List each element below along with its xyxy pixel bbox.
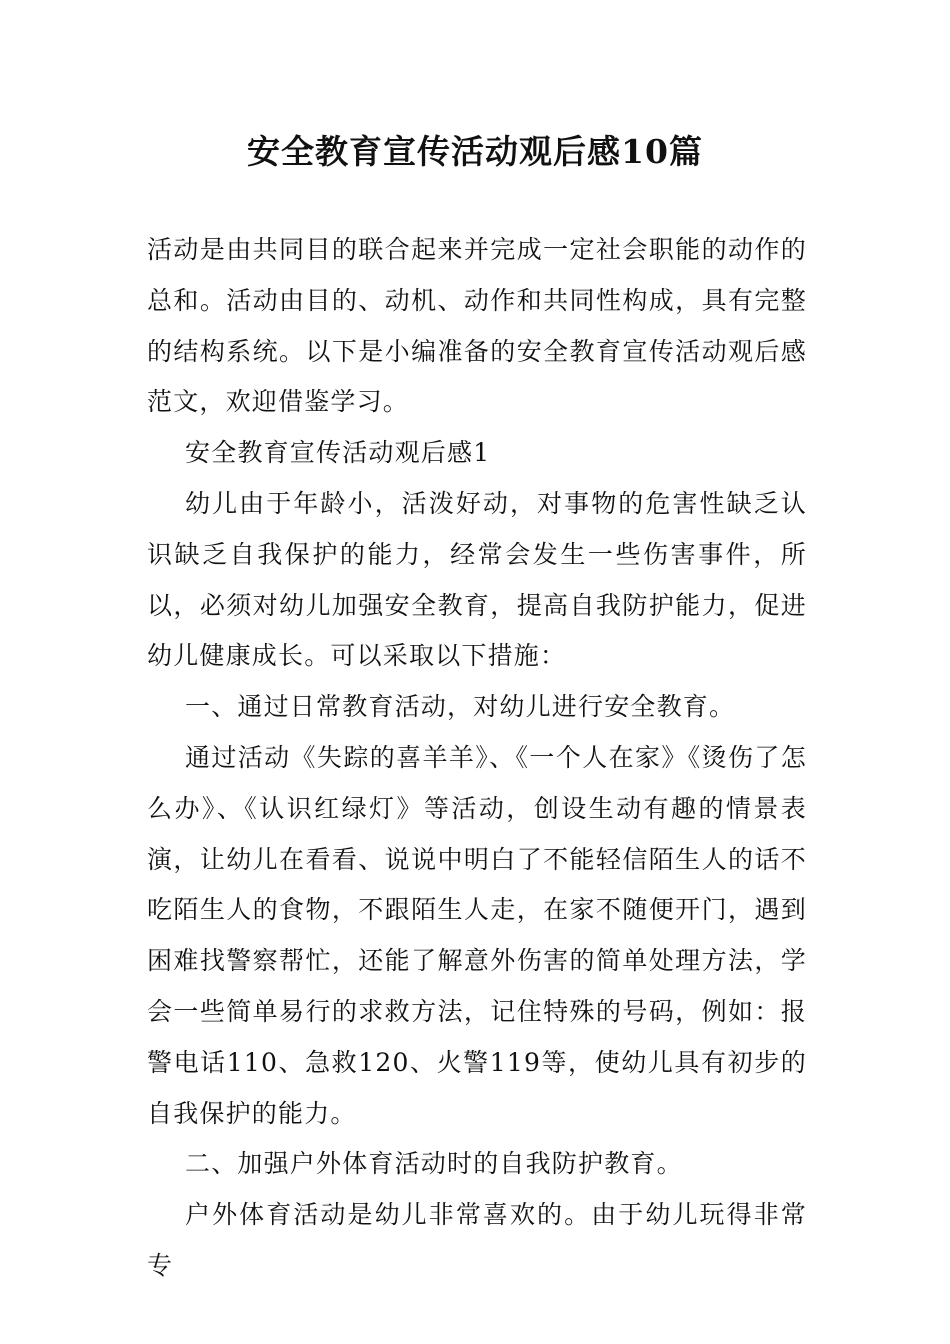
body-paragraph: 幼儿由于年龄小，活泼好动，对事物的危害性缺乏认识缺乏自我保护的能力，经常会发生一些伤害事件，所以，必须对幼儿加强安全教育，提高自我防护能力，促进幼儿健康成长。可以采取以下措施：: [147, 488, 807, 671]
subsection-heading-2: 二、加强户外体育活动时的自我防护教育。: [185, 1149, 683, 1179]
document-title: 安全教育宣传活动观后感10篇: [247, 132, 703, 171]
body-paragraph: 户外体育活动是幼儿非常喜欢的。由于幼儿玩得非常专: [147, 1200, 807, 1280]
document-body: [147, 225, 807, 1292]
subsection-heading-1: 一、通过日常教育活动，对幼儿进行安全教育。: [185, 692, 736, 722]
body-paragraph: 通过活动《失踪的喜羊羊》、《一个人在家》《烫伤了怎么办》、《认识红绿灯》等活动，创设生动有趣的情景表演，让幼儿在看看、说说中明白了不能轻信陌生人的话不吃陌生人的食物，不跟陌生人走，在家不随便开门，遇到困难找警察帮忙，还能了解意外伤害的简单处理方法，学会一些简单易行的求救方法，记住特殊的号码，例如：报警电话110、急救120、火警119等，使幼儿具有初步的自我保护的能力。: [147, 742, 807, 1128]
intro-paragraph: 活动是由共同目的联合起来并完成一定社会职能的动作的总和。活动由目的、动机、动作和共同性构成，具有完整的结构系统。以下是小编准备的安全教育宣传活动观后感范文，欢迎借鉴学习。: [147, 235, 807, 417]
section-heading-1: 安全教育宣传活动观后感1: [185, 438, 491, 468]
